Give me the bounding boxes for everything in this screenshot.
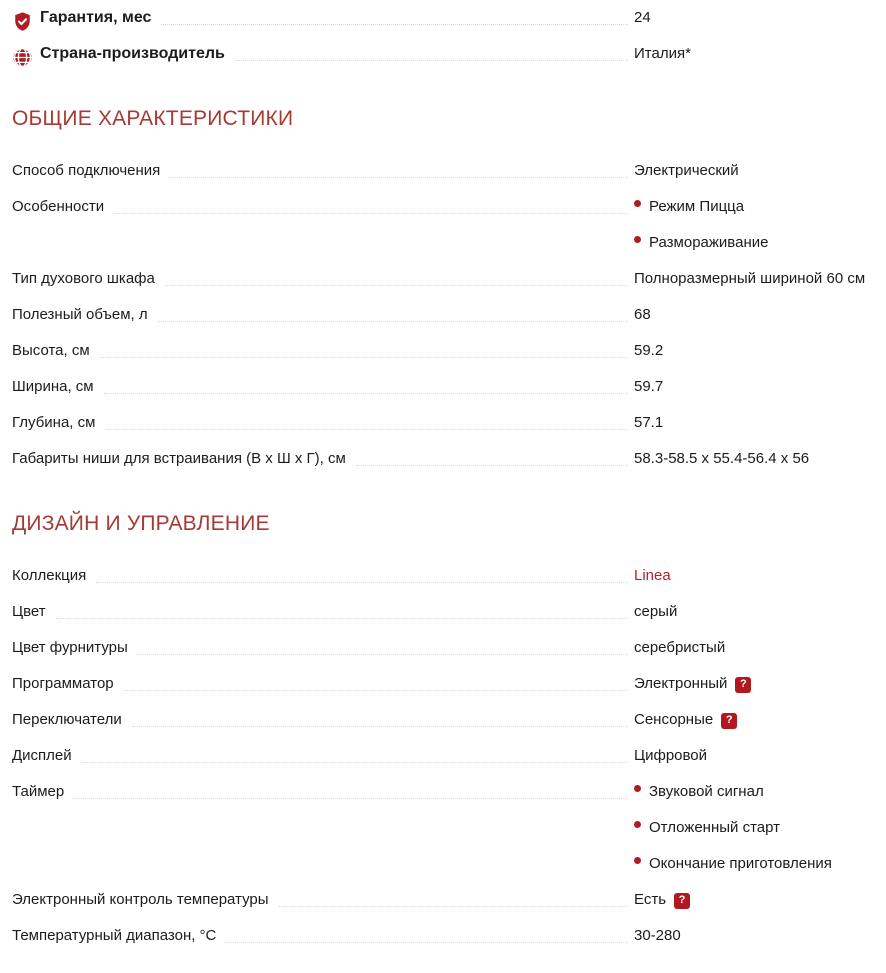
dotted-leader bbox=[235, 60, 628, 61]
row-value bbox=[634, 340, 877, 361]
spec-row bbox=[12, 774, 877, 882]
value-text: серый bbox=[634, 603, 678, 620]
row-label: Способ подключения bbox=[12, 162, 161, 179]
value-text: 58.3-58.5 x 55.4-56.4 x 56 bbox=[634, 450, 810, 467]
dotted-leader bbox=[356, 465, 628, 466]
row-value bbox=[634, 376, 877, 397]
row-label: Таймер bbox=[12, 783, 65, 800]
value-text: серебристый bbox=[634, 639, 726, 656]
row-label: Цвет bbox=[12, 603, 46, 620]
value-text: 59.7 bbox=[634, 378, 664, 395]
spec-row bbox=[12, 666, 877, 702]
bullet-icon bbox=[634, 857, 641, 864]
row-label: Температурный диапазон, °С bbox=[12, 927, 217, 944]
section-title: ОБЩИЕ ХАРАКТЕРИСТИКИ bbox=[12, 107, 294, 130]
value-text: 57.1 bbox=[634, 414, 664, 431]
row-label: Глубина, см bbox=[12, 414, 96, 431]
dotted-leader bbox=[138, 654, 628, 655]
value-link[interactable]: Linea bbox=[634, 567, 671, 584]
row-value bbox=[634, 781, 877, 874]
spec-row bbox=[12, 918, 877, 954]
spec-sections bbox=[12, 107, 877, 954]
spec-row bbox=[12, 594, 877, 630]
dotted-leader bbox=[170, 177, 628, 178]
row-label: Коллекция bbox=[12, 567, 87, 584]
help-badge[interactable]: ? bbox=[721, 713, 737, 729]
spec-row bbox=[12, 405, 877, 441]
value-text: 30-280 bbox=[634, 927, 681, 944]
dotted-leader bbox=[132, 726, 628, 727]
spec-row bbox=[12, 0, 877, 36]
spec-row bbox=[12, 882, 877, 918]
row-label: Дисплей bbox=[12, 747, 72, 764]
row-value bbox=[634, 412, 877, 433]
top-spec-rows bbox=[12, 0, 877, 72]
value-text: Окончание приготовления bbox=[649, 855, 832, 872]
section-title: ДИЗАЙН И УПРАВЛЕНИЕ bbox=[12, 512, 270, 535]
row-value bbox=[634, 160, 877, 181]
value-text: Есть bbox=[634, 891, 667, 908]
dotted-leader bbox=[74, 798, 628, 799]
row-value bbox=[634, 196, 877, 253]
row-label: Переключатели bbox=[12, 711, 122, 728]
dotted-leader bbox=[124, 690, 628, 691]
spec-row bbox=[12, 702, 877, 738]
row-value bbox=[634, 448, 877, 469]
value-text: Звуковой сигнал bbox=[649, 783, 764, 800]
spec-section bbox=[12, 512, 877, 954]
dotted-leader bbox=[279, 906, 628, 907]
shield-check-icon bbox=[12, 11, 33, 32]
globe-icon bbox=[12, 47, 33, 68]
dotted-leader bbox=[105, 429, 628, 430]
dotted-leader bbox=[165, 285, 628, 286]
row-value bbox=[634, 673, 877, 694]
spec-row bbox=[12, 297, 877, 333]
value-text: Электрический bbox=[634, 162, 739, 179]
value-text: Полноразмерный шириной 60 см bbox=[634, 270, 866, 287]
dotted-leader bbox=[161, 24, 628, 25]
value-item bbox=[634, 232, 877, 253]
row-label: Программатор bbox=[12, 675, 114, 692]
row-value bbox=[634, 268, 877, 289]
row-value bbox=[634, 637, 877, 658]
spec-row bbox=[12, 189, 877, 261]
row-label: Тип духового шкафа bbox=[12, 270, 155, 287]
row-value bbox=[634, 745, 877, 766]
row-label: Ширина, см bbox=[12, 378, 94, 395]
spec-row bbox=[12, 369, 877, 405]
row-value bbox=[634, 601, 877, 622]
value-list bbox=[634, 196, 877, 253]
spec-row bbox=[12, 36, 877, 72]
row-value bbox=[634, 709, 877, 730]
value-text: Италия* bbox=[634, 45, 691, 62]
dotted-leader bbox=[56, 618, 628, 619]
row-value bbox=[634, 565, 877, 586]
row-label: Габариты ниши для встраивания (В х Ш х Г), см bbox=[12, 450, 346, 467]
row-label: Высота, см bbox=[12, 342, 90, 359]
value-text: Размораживание bbox=[649, 234, 769, 251]
bullet-icon bbox=[634, 785, 641, 792]
row-label: Цвет фурнитуры bbox=[12, 639, 128, 656]
row-label: Электронный контроль температуры bbox=[12, 891, 269, 908]
value-item bbox=[634, 853, 877, 874]
value-text: 24 bbox=[634, 9, 651, 26]
dotted-leader bbox=[104, 393, 628, 394]
row-value bbox=[634, 7, 877, 28]
spec-row bbox=[12, 333, 877, 369]
spec-row bbox=[12, 261, 877, 297]
value-text: Режим Пицца bbox=[649, 198, 745, 215]
help-badge[interactable]: ? bbox=[735, 677, 751, 693]
value-text: Сенсорные bbox=[634, 711, 714, 728]
row-label: Особенности bbox=[12, 198, 105, 215]
help-badge[interactable]: ? bbox=[674, 893, 690, 909]
value-text: Цифровой bbox=[634, 747, 708, 764]
row-label: Гарантия, мес bbox=[40, 9, 152, 26]
dotted-leader bbox=[158, 321, 628, 322]
spec-row bbox=[12, 630, 877, 666]
dotted-leader bbox=[100, 357, 628, 358]
spec-row bbox=[12, 738, 877, 774]
row-value bbox=[634, 43, 877, 64]
spec-row bbox=[12, 558, 877, 594]
value-text: 68 bbox=[634, 306, 651, 323]
dotted-leader bbox=[114, 213, 628, 214]
row-label: Страна-производитель bbox=[40, 45, 225, 62]
spec-section bbox=[12, 107, 877, 477]
row-value bbox=[634, 889, 877, 910]
dotted-leader bbox=[96, 582, 628, 583]
bullet-icon bbox=[634, 236, 641, 243]
value-text: Отложенный старт bbox=[649, 819, 781, 836]
value-text: Электронный bbox=[634, 675, 728, 692]
value-item bbox=[634, 196, 877, 217]
row-label: Полезный объем, л bbox=[12, 306, 148, 323]
dotted-leader bbox=[82, 762, 628, 763]
value-item bbox=[634, 781, 877, 802]
row-value bbox=[634, 304, 877, 325]
spec-row bbox=[12, 441, 877, 477]
value-list bbox=[634, 781, 877, 874]
value-item bbox=[634, 817, 877, 838]
row-value bbox=[634, 925, 877, 946]
bullet-icon bbox=[634, 200, 641, 207]
value-text: 59.2 bbox=[634, 342, 664, 359]
spec-row bbox=[12, 153, 877, 189]
dotted-leader bbox=[226, 942, 628, 943]
bullet-icon bbox=[634, 821, 641, 828]
